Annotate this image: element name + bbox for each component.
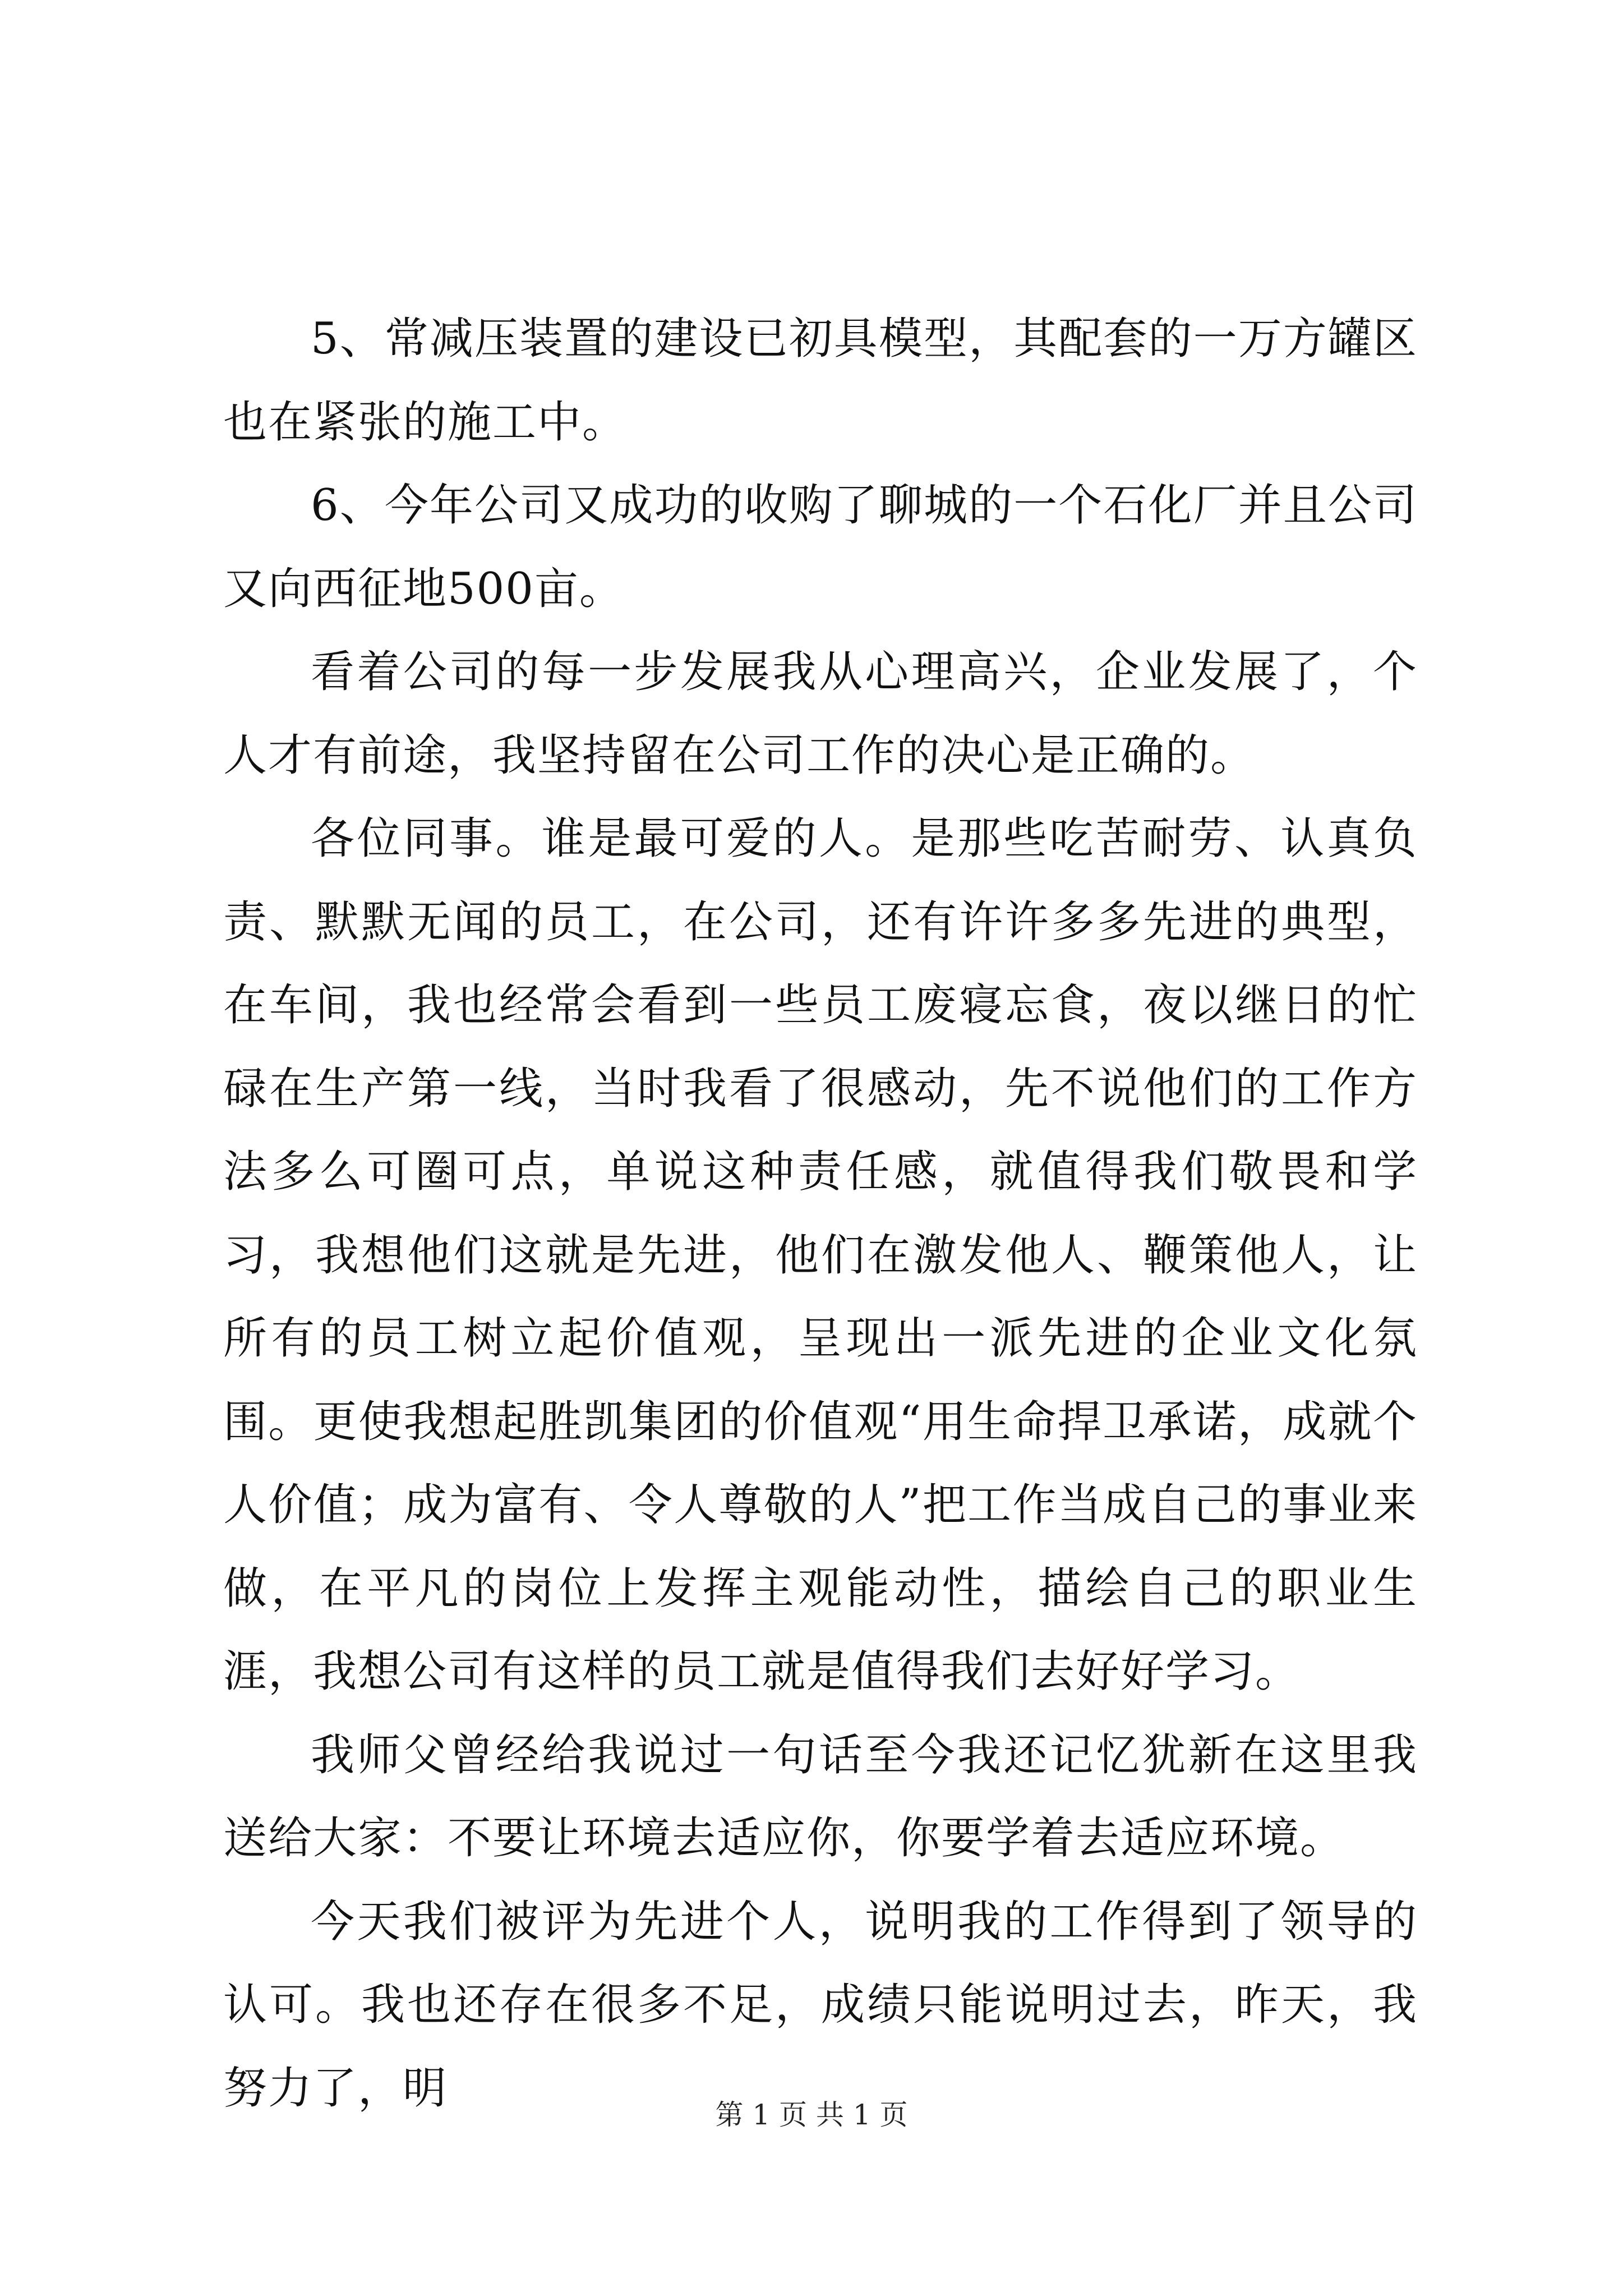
paragraph-item-6: 6、今年公司又成功的收购了聊城的一个石化厂并且公司又向西征地500亩。 (223, 480, 1418, 614)
document-body (223, 297, 1418, 2130)
paragraph-company-growth: 看着公司的每一步发展我从心理高兴，企业发展了，个人才有前途，我坚持留在公司工作的决心是正确的。 (223, 647, 1418, 781)
paragraph-item-5: 5、常减压装置的建设已初具模型，其配套的一万方罐区也在紧张的施工中。 (223, 314, 1418, 448)
paragraph-recognition: 今天我们被评为先进个人，说明我的工作得到了领导的认可。我也还存在很多不足，成绩只能说明过去，昨天，我努力了，明 (223, 1896, 1418, 2114)
paragraph-colleagues: 各位同事。谁是最可爱的人。是那些吃苦耐劳、认真负责、默默无闻的员工，在公司，还有许许多多先进的典型，在车间，我也经常会看到一些员工废寝忘食，夜以继日的忙碌在生产第一线，当时我看了很感动，先不说他们的工作方法多么可圈可点，单说这种责任感，就值得我们敬畏和学习，我想他们这就是先进，他们在激发他人、鞭策他人，让所有的员工树立起价值观，呈现出一派先进的企业文化氛围。更使我想起胜凯集团的价值观“用生命捍卫承诺，成就个人价值；成为富有、令人尊敬的人”把工作当成自己的事业来做，在平凡的岗位上发挥主观能动性，描绘自己的职业生涯，我想公司有这样的员工就是值得我们去好好学习。 (223, 813, 1418, 1697)
paragraph-mentor-quote: 我师父曾经给我说过一句话至今我还记忆犹新在这里我送给大家：不要让环境去适应你，你要学着去适应环境。 (223, 1729, 1418, 1864)
page-footer: 第 1 页 共 1 页 (715, 2099, 908, 2131)
